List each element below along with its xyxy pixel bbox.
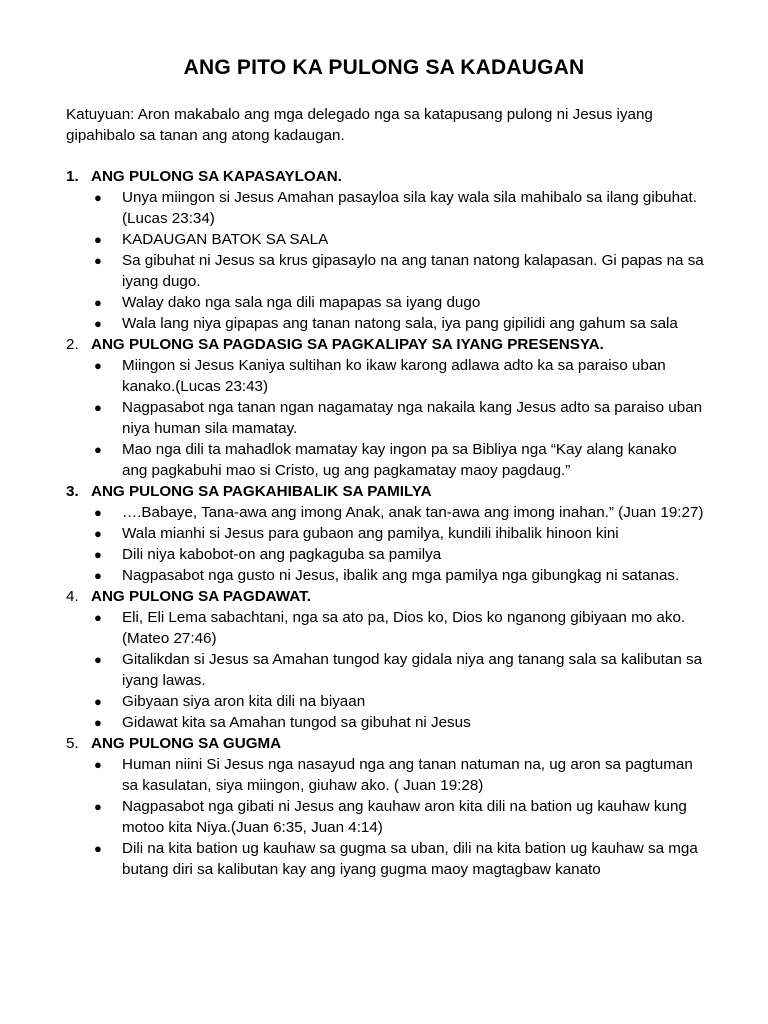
list-item-text: Mao nga dili ta mahadlok mamatay kay ingon pa sa Bibliya nga “Kay alang kanako ang pagkabuhi mao si Cristo, ug ang pagkamatay maoy pagdaug.” [122,441,677,479]
list-item-text: Dili niya kabobot-on ang pagkaguba sa pamilya [122,546,442,563]
section-list [66,166,706,880]
bullet-icon: ● [94,400,102,415]
list-item-text: Unya miingon si Jesus Amahan pasayloa sila kay wala sila mahibalo sa ilang gibuhat.(Lucas 23:34) [122,189,697,227]
bullet-icon: ● [94,799,102,814]
list-item [66,313,706,334]
list-item-text: KADAUGAN BATOK SA SALA [122,231,329,248]
bullet-icon: ● [94,295,102,310]
list-item [66,292,706,313]
list-item-text: Nagpasabot nga gibati ni Jesus ang kauhaw aron kita dili na bation ug kauhaw kung motoo kita Niya.(Juan 6:35, Juan 4:14) [122,798,687,836]
bullet-icon: ● [94,505,102,520]
bullet-icon: ● [94,547,102,562]
list-item [66,187,706,229]
bullet-icon: ● [94,190,102,205]
bullet-icon: ● [94,232,102,247]
bullet-icon: ● [94,757,102,772]
list-item [66,712,706,733]
list-item [66,502,706,523]
list-item [66,544,706,565]
section-heading [66,481,706,502]
section-number: 5. [66,735,79,752]
page-title: ANG PITO KA PULONG SA KADAUGAN [183,56,585,79]
list-item [66,355,706,397]
bullet-icon: ● [94,316,102,331]
bullet-list [66,187,706,334]
list-item-text: Wala mianhi si Jesus para gubaon ang pamilya, kundili ihibalik hinoon kini [122,525,619,542]
list-item [66,796,706,838]
section [66,166,706,334]
list-item-text: Human niini Si Jesus nga nasayud nga ang tanan natuman na, ug aron sa pagtuman sa kasulatan, siya miingon, giuhaw ako. ( Juan 19:28) [122,756,693,794]
list-item [66,754,706,796]
bullet-icon: ● [94,610,102,625]
bullet-icon: ● [94,715,102,730]
bullet-list [66,754,706,880]
list-item [66,439,706,481]
bullet-list [66,502,706,586]
list-item-text: Dili na kita bation ug kauhaw sa gugma sa uban, dili na kita bation ug kauhaw sa mga butang diri sa kalibutan kay ang iyang gugma maoy magtagbaw kanato [122,840,698,878]
bullet-icon: ● [94,694,102,709]
section [66,586,706,733]
bullet-icon: ● [94,652,102,667]
list-item-text: Eli, Eli Lema sabachtani, nga sa ato pa, Dios ko, Dios ko nganong gibiyaan mo ako.(Mateo 27:46) [122,609,686,647]
list-item [66,565,706,586]
section [66,334,706,481]
section-number: 3. [66,483,79,500]
list-item [66,649,706,691]
bullet-icon: ● [94,442,102,457]
list-item-text: Nagpasabot nga gusto ni Jesus, ibalik ang mga pamilya nga gibungkag ni satanas. [122,567,680,584]
list-item-text: Walay dako nga sala nga dili mapapas sa iyang dugo [122,294,481,311]
list-item [66,397,706,439]
bullet-icon: ● [94,253,102,268]
section-title: ANG PULONG SA PAGKAHIBALIK SA PAMILYA [91,483,432,500]
list-item-text: Sa gibuhat ni Jesus sa krus gipasaylo na ang tanan natong kalapasan. Gi papas na sa iyang dugo. [122,252,704,290]
section-heading [66,334,706,355]
section-title: ANG PULONG SA PAGDAWAT. [91,588,311,605]
bullet-icon: ● [94,568,102,583]
bullet-list [66,355,706,481]
list-item [66,250,706,292]
list-item [66,691,706,712]
intro-paragraph: Katuyuan: Aron makabalo ang mga delegado nga sa katapusang pulong ni Jesus iyang gipahibalo sa tanan ang atong kadaugan. [66,106,653,144]
section [66,481,706,586]
list-item-text: Gibyaan siya aron kita dili na biyaan [122,693,366,710]
list-item-text: Gitalikdan si Jesus sa Amahan tungod kay gidala niya ang tanang sala sa kalibutan sa iyang lawas. [122,651,703,689]
list-item-text: Wala lang niya gipapas ang tanan natong sala, iya pang gipilidi ang gahum sa sala [122,315,678,332]
list-item-text: Nagpasabot nga tanan ngan nagamatay nga nakaila kang Jesus adto sa paraiso uban niya human sila mamatay. [122,399,703,437]
bullet-list [66,607,706,733]
bullet-icon: ● [94,358,102,373]
section-number: 1. [66,168,79,185]
list-item [66,229,706,250]
list-item-text: Gidawat kita sa Amahan tungod sa gibuhat ni Jesus [122,714,471,731]
list-item-text: Miingon si Jesus Kaniya sultihan ko ikaw karong adlawa adto ka sa paraiso uban kanako.(Lucas 23:43) [122,357,666,395]
list-item [66,607,706,649]
section-title: ANG PULONG SA GUGMA [91,735,282,752]
section-heading [66,166,706,187]
section-number: 2. [66,336,79,353]
section-title: ANG PULONG SA PAGDASIG SA PAGKALIPAY SA IYANG PRESENSYA. [91,336,604,353]
list-item [66,523,706,544]
section-title: ANG PULONG SA KAPASAYLOAN. [91,168,342,185]
list-item-text: ….Babaye, Tana-awa ang imong Anak, anak tan-awa ang imong inahan.” (Juan 19:27) [122,504,704,521]
section-number: 4. [66,588,79,605]
bullet-icon: ● [94,841,102,856]
bullet-icon: ● [94,526,102,541]
section-heading [66,586,706,607]
section-heading [66,733,706,754]
list-item [66,838,706,880]
section [66,733,706,880]
